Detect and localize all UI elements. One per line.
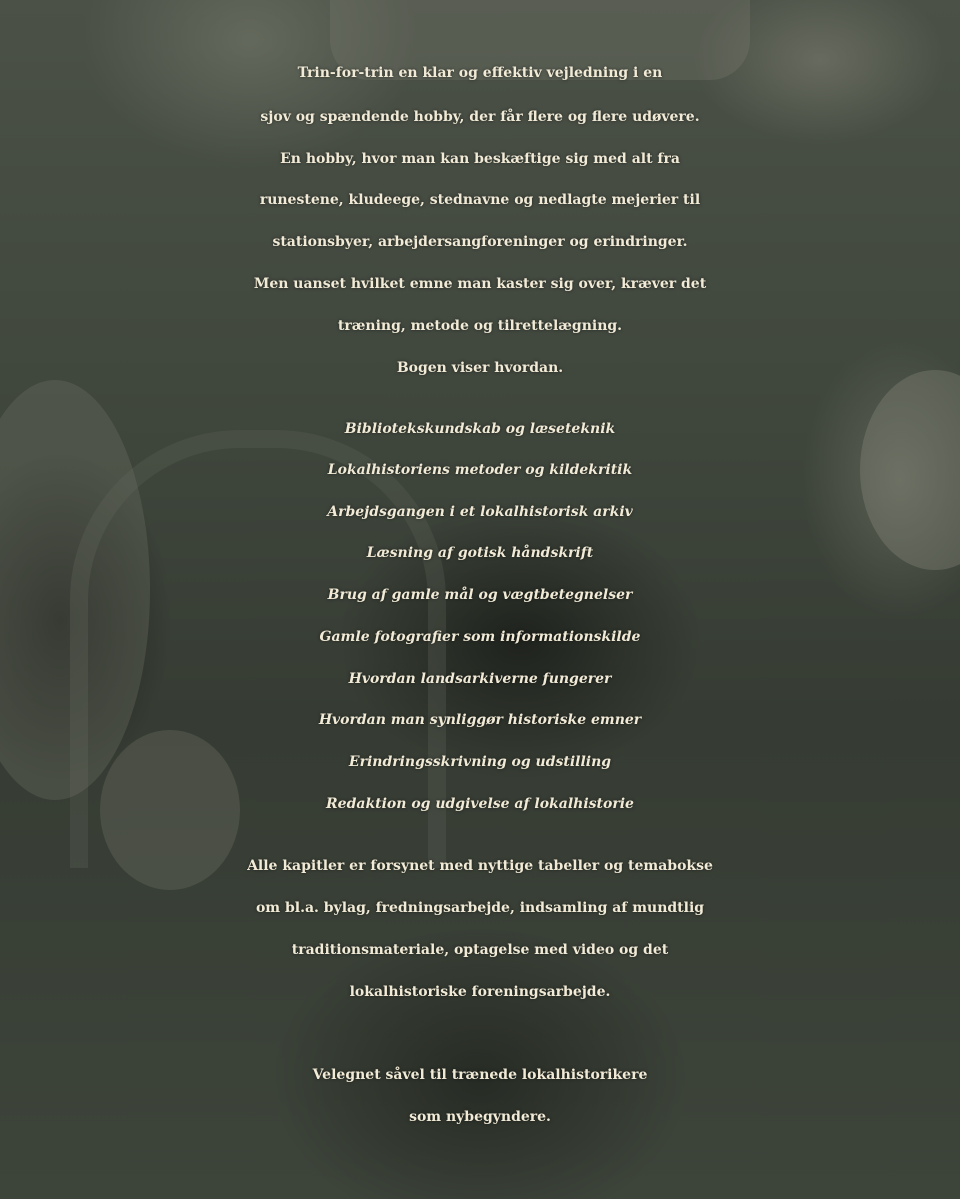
intro-line: runestene, kludeege, stednavne og nedlagte mejerier til [259,192,701,208]
intro-line: Bogen viser hvordan. [396,360,564,376]
intro-line: stationsbyer, arbejdersangforeninger og erindringer. [272,234,688,250]
closing-line: Velegnet såvel til trænede lokalhistorikere [312,1067,648,1083]
topic-item: Gamle fotografier som informationskilde [319,629,641,645]
intro-line: træning, metode og tilrettelægning. [337,318,623,334]
topic-item: Bibliotekskundskab og læseteknik [344,421,616,437]
intro-line: En hobby, hvor man kan beskæftige sig med alt fra [280,151,680,167]
chapters-line: Alle kapitler er forsynet med nyttige tabeller og temabokse [247,858,713,874]
topic-item: Hvordan landsarkiverne fungerer [348,671,612,687]
closing-line: som nybegyndere. [409,1109,551,1125]
topic-item: Lokalhistoriens metoder og kildekritik [327,462,633,478]
topic-item: Brug af gamle mål og vægtbetegnelser [327,587,633,603]
intro-line: Men uanset hvilket emne man kaster sig over, kræver det [253,276,707,292]
topic-item: Arbejdsgangen i et lokalhistorisk arkiv [327,504,633,520]
topic-item: Erindringsskrivning og udstilling [348,754,612,770]
topic-item: Redaktion og udgivelse af lokalhistorie [326,796,634,812]
intro-line: sjov og spændende hobby, der får flere og flere udøvere. [260,109,700,125]
chapters-line: om bl.a. bylag, fredningsarbejde, indsamling af mundtlig [255,900,705,916]
topic-item: Hvordan man synliggør historiske emner [318,712,642,728]
intro-line: Trin-for-trin en klar og effektiv vejledning i en [297,65,663,81]
topic-item: Læsning af gotisk håndskrift [366,545,594,561]
chapters-line: lokalhistoriske foreningsarbejde. [349,984,611,1000]
chapters-line: traditionsmateriale, optagelse med video og det [291,942,669,958]
